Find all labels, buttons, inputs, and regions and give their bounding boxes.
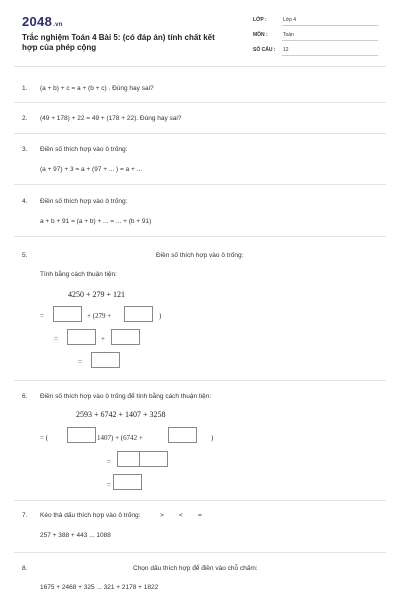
question-instruction: Tính bằng cách thuận tiện: — [40, 271, 117, 278]
equals-sign: = — [40, 312, 44, 320]
question-divider — [14, 500, 386, 501]
answer-box[interactable] — [168, 427, 197, 443]
answer-box[interactable] — [139, 451, 168, 467]
answer-box[interactable] — [111, 329, 140, 345]
drag-option-equal[interactable]: = — [198, 512, 202, 519]
meta-label-count: SỐ CÂU : — [253, 47, 276, 53]
question-text: Điền số thích hợp vào ô trống để tính bằng cách thuận tiện: — [40, 393, 212, 400]
logo-domain: .vn — [53, 22, 63, 28]
question-divider — [14, 133, 386, 134]
answer-box[interactable] — [113, 474, 142, 490]
close-paren: ) — [211, 434, 214, 442]
question-number: 5. — [22, 252, 28, 259]
question-number: 1. — [22, 85, 28, 92]
drag-option-less[interactable]: < — [179, 512, 183, 519]
question-text: Điền số thích hợp vào ô trống: — [40, 198, 128, 205]
answer-box[interactable] — [91, 352, 120, 368]
question-text: Chọn dấu thích hợp để điền vào chỗ chấm: — [133, 565, 258, 572]
question-text: Điền số thích hợp vào ô trống: — [156, 252, 244, 259]
question-equation: (a + 97) + 3 = a + (97 + ... ) = a + ... — [40, 166, 143, 173]
question-number: 3. — [22, 146, 28, 153]
question-text: Kéo thả dấu thích hợp vào ô trống: — [40, 512, 141, 519]
meta-underline — [282, 40, 378, 41]
meta-label-subject: MÔN : — [253, 32, 268, 38]
question-equation: 1675 + 2468 + 325 ... 321 + 2178 + 1822 — [40, 584, 159, 591]
drag-option-greater[interactable]: > — [160, 512, 164, 519]
meta-value-subject: Toán — [283, 32, 294, 38]
header-divider — [14, 66, 386, 67]
close-paren: ) — [159, 312, 162, 320]
question-text: (a + b) + c = a + (b + c) . Đúng hay sai? — [40, 85, 154, 92]
math-expression: 2593 + 6742 + 1407 + 3258 — [76, 410, 166, 419]
logo-text: 2048 — [22, 14, 53, 29]
answer-box[interactable] — [67, 329, 96, 345]
meta-underline — [282, 25, 378, 26]
meta-underline — [282, 55, 378, 56]
meta-label-class: LỚP : — [253, 17, 267, 23]
question-number: 2. — [22, 115, 28, 122]
equals-sign: = ( — [40, 434, 49, 442]
equals-sign: = — [107, 481, 111, 489]
question-divider — [14, 552, 386, 553]
question-number: 4. — [22, 198, 28, 205]
question-equation: 257 + 388 + 443 ... 1088 — [40, 532, 111, 539]
question-divider — [14, 236, 386, 237]
question-text: (49 + 178) + 22 = 49 + (178 + 22). Đúng hay sai? — [40, 115, 182, 122]
meta-value-class: Lớp 4 — [283, 17, 297, 23]
question-number: 6. — [22, 393, 28, 400]
plus-sign: + — [101, 335, 105, 343]
equals-sign: = — [78, 358, 82, 366]
equals-sign: = — [54, 335, 58, 343]
question-number: 7. — [22, 512, 28, 519]
answer-box[interactable] — [124, 306, 153, 322]
page-title: Trắc nghiệm Toán 4 Bài 5: (có đáp án) tính chất kết hợp của phép cộng — [22, 33, 215, 52]
expression-part: 1407) + (6742 + — [97, 434, 143, 442]
question-text: Điền số thích hợp vào ô trống: — [40, 146, 128, 153]
question-divider — [14, 184, 386, 185]
math-expression: 4250 + 279 + 121 — [68, 290, 126, 299]
expression-part: + (279 + — [87, 312, 112, 320]
answer-box[interactable] — [67, 427, 96, 443]
equals-sign: = — [107, 458, 111, 466]
question-equation: a + b + 91 = (a + b) + ... = ... + (b + 91) — [40, 218, 152, 225]
question-number: 8. — [22, 565, 28, 572]
question-divider — [14, 102, 386, 103]
answer-box[interactable] — [53, 306, 82, 322]
meta-value-count: 12 — [283, 47, 289, 53]
question-divider — [14, 380, 386, 381]
site-logo[interactable] — [22, 14, 63, 29]
